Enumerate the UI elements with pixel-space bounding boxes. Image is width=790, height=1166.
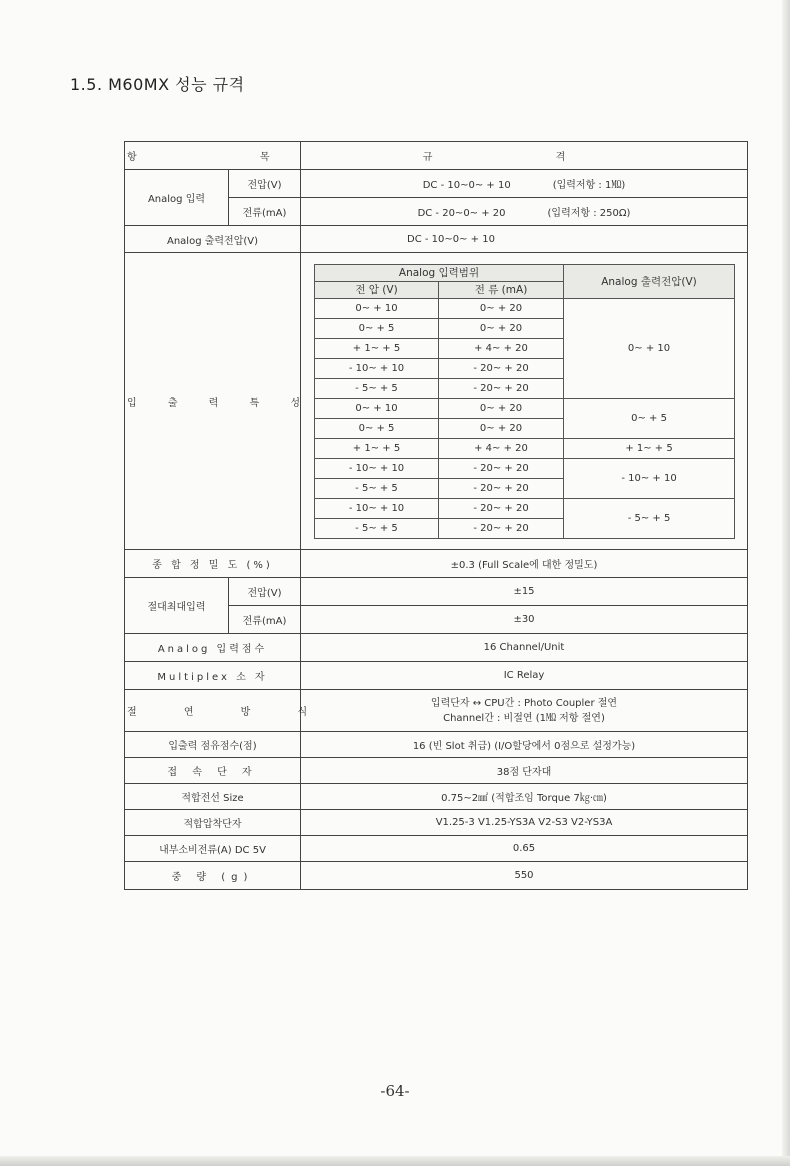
range-current: - 20~ + 20: [439, 458, 564, 478]
accuracy-label: 종 합 정 밀 도 (%): [125, 550, 301, 578]
analog-input-voltage-name: 전압(V): [229, 170, 301, 198]
range-voltage: + 1~ + 5: [315, 438, 439, 458]
wire-size-label: 적합전선 Size: [125, 784, 301, 810]
output-voltage-header: Analog 출력전압(V): [564, 264, 735, 298]
range-current: 0~ + 20: [439, 398, 564, 418]
range-current: - 20~ + 20: [439, 498, 564, 518]
wire-size-row: [125, 784, 748, 810]
range-voltage: 0~ + 10: [315, 298, 439, 318]
range-current: - 20~ + 20: [439, 478, 564, 498]
accuracy-value: ±0.3 (Full Scale에 대한 정밀도): [301, 550, 748, 578]
page-number: -64-: [380, 1082, 410, 1100]
output-voltage: - 5~ + 5: [564, 498, 735, 538]
input-points-value: 16 Channel/Unit: [301, 634, 748, 662]
weight-row: [125, 862, 748, 890]
occupied-points-value: 16 (빈 Slot 취급) (I/O할당에서 0점으로 설정가능): [301, 732, 748, 758]
output-voltage: + 1~ + 5: [564, 438, 735, 458]
range-current: - 20~ + 20: [439, 518, 564, 538]
weight-value: 550: [301, 862, 748, 890]
range-voltage: - 5~ + 5: [315, 478, 439, 498]
io-characteristics-cell: [301, 253, 748, 550]
range-voltage: 0~ + 5: [315, 418, 439, 438]
range-voltage: 0~ + 10: [315, 398, 439, 418]
output-voltage: - 10~ + 10: [564, 458, 735, 498]
analog-input-voltage-impedance: (입력저항 : 1㏁): [552, 180, 626, 191]
input-range-header: Analog 입력범위: [315, 264, 564, 281]
occupied-points-label: 입출력 점유점수(점): [125, 732, 301, 758]
abs-max-voltage-value: ±15: [301, 578, 748, 606]
abs-max-current-value: ±30: [301, 606, 748, 634]
output-voltage: 0~ + 10: [564, 298, 735, 398]
output-voltage: 0~ + 5: [564, 398, 735, 438]
header-item: 항 목: [125, 142, 301, 170]
range-voltage: - 5~ + 5: [315, 378, 439, 398]
multiplex-value: IC Relay: [301, 662, 748, 690]
spec-table: [124, 141, 748, 890]
multiplex-label: Multiplex 소 자: [125, 662, 301, 690]
input-points-row: [125, 634, 748, 662]
abs-max-voltage-row: [125, 578, 748, 606]
weight-label: 중 량 (g): [125, 862, 301, 890]
scan-bottom-shadow: [0, 1156, 790, 1166]
wire-size-value: 0.75~2㎟ (적합조임 Torque 7㎏·㎝): [301, 784, 748, 810]
analog-input-current-spec: [301, 198, 748, 226]
range-voltage: - 10~ + 10: [315, 498, 439, 518]
range-voltage: - 5~ + 5: [315, 518, 439, 538]
header-row: [125, 142, 748, 170]
header-spec: 규 격: [301, 142, 748, 170]
table-row: [315, 438, 735, 458]
range-current: + 4~ + 20: [439, 338, 564, 358]
multiplex-row: [125, 662, 748, 690]
analog-input-current-impedance: (입력저항 : 250Ω): [547, 208, 631, 219]
analog-input-voltage-spec: [301, 170, 748, 198]
range-current: - 20~ + 20: [439, 378, 564, 398]
analog-input-current-range: DC - 20~0~ + 20: [417, 208, 506, 219]
analog-output-value: DC - 10~0~ + 10: [301, 226, 748, 253]
io-characteristics-row: [125, 253, 748, 550]
page-title: 1.5. M60MX 성능 규격: [70, 75, 245, 94]
voltage-header: 전 압 (V): [315, 281, 439, 298]
io-characteristics-table: [314, 264, 735, 539]
isolation-row: [125, 690, 748, 732]
range-current: - 20~ + 20: [439, 358, 564, 378]
accuracy-row: [125, 550, 748, 578]
isolation-line-1: 입력단자 ↔ CPU간 : Photo Coupler 절연: [430, 697, 618, 709]
range-current: 0~ + 20: [439, 418, 564, 438]
table-row: [315, 498, 735, 518]
range-voltage: - 10~ + 10: [315, 358, 439, 378]
internal-current-row: [125, 836, 748, 862]
analog-input-current-name: 전류(mA): [229, 198, 301, 226]
terminal-value: 38점 단자대: [301, 758, 748, 784]
io-characteristics-label: 입 출 력 특 성: [125, 253, 301, 550]
analog-output-label: Analog 출력전압(V): [125, 226, 301, 253]
abs-max-voltage-name: 전압(V): [229, 578, 301, 606]
terminal-row: [125, 758, 748, 784]
isolation-value: [301, 690, 748, 732]
analog-input-label: Analog 입력: [125, 170, 229, 226]
range-current: 0~ + 20: [439, 318, 564, 338]
crimp-terminal-value: V1.25-3 V1.25-YS3A V2-S3 V2-YS3A: [301, 810, 748, 836]
occupied-points-row: [125, 732, 748, 758]
terminal-label: 접 속 단 자: [125, 758, 301, 784]
internal-current-label: 내부소비전류(A) DC 5V: [125, 836, 301, 862]
range-voltage: + 1~ + 5: [315, 338, 439, 358]
scan-edge-shadow: [782, 0, 790, 1166]
analog-output-row: [125, 226, 748, 253]
abs-max-current-name: 전류(mA): [229, 606, 301, 634]
range-voltage: - 10~ + 10: [315, 458, 439, 478]
table-row: [315, 298, 735, 318]
range-voltage: 0~ + 5: [315, 318, 439, 338]
isolation-line-2: Channel간 : 비절연 (1㏁ 저항 절연): [443, 712, 605, 724]
internal-current-value: 0.65: [301, 836, 748, 862]
crimp-terminal-row: [125, 810, 748, 836]
analog-input-voltage-range: DC - 10~0~ + 10: [422, 180, 511, 191]
table-row: [315, 398, 735, 418]
crimp-terminal-label: 적합압착단자: [125, 810, 301, 836]
range-current: + 4~ + 20: [439, 438, 564, 458]
isolation-label: 절 연 방 식: [125, 690, 301, 732]
current-header: 전 류 (mA): [439, 281, 564, 298]
input-points-label: Analog 입력점수: [125, 634, 301, 662]
analog-input-voltage-row: [125, 170, 748, 198]
abs-max-label: 절대최대입력: [125, 578, 229, 634]
range-current: 0~ + 20: [439, 298, 564, 318]
table-row: [315, 458, 735, 478]
